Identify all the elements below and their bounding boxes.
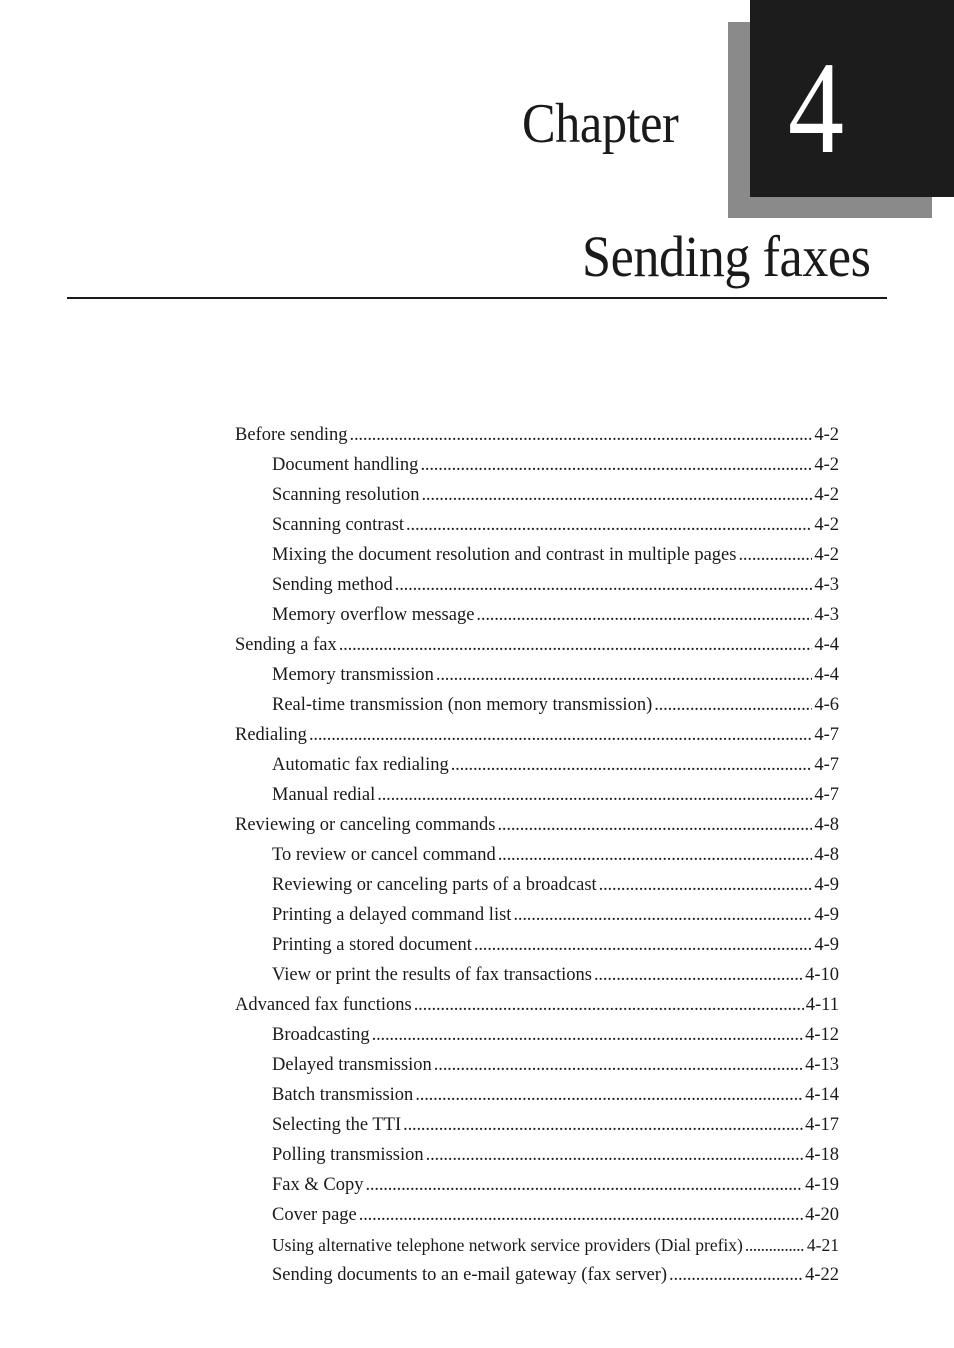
toc-entry-label: Document handling bbox=[272, 455, 419, 475]
toc-leader-dots bbox=[406, 510, 812, 540]
toc-entry-page: 4-2 bbox=[814, 545, 839, 565]
toc-entry-page: 4-14 bbox=[805, 1085, 839, 1105]
toc-leader-dots bbox=[365, 1170, 803, 1200]
toc-leader-dots bbox=[745, 1230, 805, 1260]
toc-entry[interactable] bbox=[235, 960, 839, 990]
toc-leader-dots bbox=[474, 930, 812, 960]
toc-leader-dots bbox=[420, 450, 812, 480]
toc-leader-dots bbox=[415, 1080, 803, 1110]
toc-entry-label: Printing a delayed command list bbox=[272, 905, 512, 925]
toc-entry[interactable] bbox=[235, 690, 839, 720]
toc-entry-page: 4-4 bbox=[814, 635, 839, 655]
toc-entry[interactable] bbox=[235, 1080, 839, 1110]
toc-entry[interactable] bbox=[235, 1020, 839, 1050]
toc-entry[interactable] bbox=[235, 1050, 839, 1080]
toc-leader-dots bbox=[498, 840, 813, 870]
toc-entry-label: Reviewing or canceling parts of a broadcast bbox=[272, 875, 597, 895]
toc-leader-dots bbox=[599, 870, 813, 900]
toc-leader-dots bbox=[395, 570, 813, 600]
toc-leader-dots bbox=[451, 750, 813, 780]
toc-entry-label: Sending a fax bbox=[235, 635, 337, 655]
toc-entry-label: Batch transmission bbox=[272, 1085, 414, 1105]
toc-entry[interactable] bbox=[235, 660, 839, 690]
toc-entry[interactable] bbox=[235, 570, 839, 600]
toc-entry-page: 4-13 bbox=[805, 1055, 839, 1075]
toc-entry-page: 4-9 bbox=[814, 905, 839, 925]
toc-entry[interactable] bbox=[235, 1200, 839, 1230]
toc-entry[interactable] bbox=[235, 750, 839, 780]
toc-entry-page: 4-9 bbox=[814, 935, 839, 955]
toc-entry-page: 4-18 bbox=[805, 1145, 839, 1165]
toc-entry[interactable] bbox=[235, 1230, 839, 1260]
toc-entry-label: Advanced fax functions bbox=[235, 995, 412, 1015]
toc-entry[interactable] bbox=[235, 450, 839, 480]
toc-entry[interactable] bbox=[235, 600, 839, 630]
toc-entry-page: 4-7 bbox=[814, 725, 839, 745]
toc-entry[interactable] bbox=[235, 810, 839, 840]
toc-leader-dots bbox=[339, 630, 813, 660]
toc-entry-page: 4-10 bbox=[805, 965, 839, 985]
toc-entry-page: 4-7 bbox=[814, 785, 839, 805]
toc-entry-label: Automatic fax redialing bbox=[272, 755, 449, 775]
toc-entry[interactable] bbox=[235, 990, 839, 1020]
toc-entry[interactable] bbox=[235, 720, 839, 750]
toc-leader-dots bbox=[654, 690, 812, 720]
toc-entry-label: Mixing the document resolution and contrast in multiple pages bbox=[272, 545, 737, 565]
toc-entry[interactable] bbox=[235, 510, 839, 540]
chapter-number-box bbox=[750, 0, 954, 197]
toc-leader-dots bbox=[350, 420, 813, 450]
toc-entry-page: 4-2 bbox=[814, 455, 839, 475]
toc-entry-label: Scanning contrast bbox=[272, 515, 405, 535]
toc-leader-dots bbox=[414, 990, 804, 1020]
table-of-contents bbox=[235, 420, 839, 1290]
toc-entry-page: 4-17 bbox=[805, 1115, 839, 1135]
toc-entry-label: Manual redial bbox=[272, 785, 376, 805]
toc-entry-label: Using alternative telephone network service providers (Dial prefix) bbox=[272, 1235, 743, 1255]
toc-entry[interactable] bbox=[235, 540, 839, 570]
toc-entry-label: View or print the results of fax transactions bbox=[272, 965, 592, 985]
toc-entry-label: Delayed transmission bbox=[272, 1055, 432, 1075]
toc-entry-label: Before sending bbox=[235, 425, 348, 445]
toc-leader-dots bbox=[476, 600, 812, 630]
toc-entry[interactable] bbox=[235, 900, 839, 930]
toc-entry-page: 4-2 bbox=[814, 425, 839, 445]
toc-entry-page: 4-20 bbox=[805, 1205, 839, 1225]
toc-entry-page: 4-3 bbox=[814, 605, 839, 625]
toc-entry[interactable] bbox=[235, 1140, 839, 1170]
toc-entry[interactable] bbox=[235, 420, 839, 450]
toc-leader-dots bbox=[669, 1260, 803, 1290]
toc-entry-label: Printing a stored document bbox=[272, 935, 472, 955]
toc-entry[interactable] bbox=[235, 1110, 839, 1140]
toc-entry-page: 4-9 bbox=[814, 875, 839, 895]
toc-entry[interactable] bbox=[235, 930, 839, 960]
toc-entry-label: Fax & Copy bbox=[272, 1175, 364, 1195]
toc-entry-page: 4-21 bbox=[806, 1235, 839, 1255]
toc-entry-page: 4-3 bbox=[814, 575, 839, 595]
toc-entry-page: 4-6 bbox=[814, 695, 839, 715]
toc-entry[interactable] bbox=[235, 1170, 839, 1200]
toc-entry-page: 4-12 bbox=[805, 1025, 839, 1045]
toc-entry-page: 4-8 bbox=[814, 845, 839, 865]
chapter-title: Sending faxes bbox=[581, 224, 870, 289]
toc-entry-label: Memory overflow message bbox=[272, 605, 475, 625]
toc-entry-label: Sending method bbox=[272, 575, 393, 595]
toc-entry-label: Memory transmission bbox=[272, 665, 434, 685]
toc-entry[interactable] bbox=[235, 1260, 839, 1290]
toc-entry-label: Cover page bbox=[272, 1205, 357, 1225]
toc-leader-dots bbox=[403, 1110, 803, 1140]
toc-entry-page: 4-4 bbox=[814, 665, 839, 685]
toc-leader-dots bbox=[436, 660, 812, 690]
chapter-number: 4 bbox=[787, 34, 845, 181]
toc-entry-label: Polling transmission bbox=[272, 1145, 424, 1165]
title-divider bbox=[67, 297, 887, 299]
toc-entry-label: Sending documents to an e-mail gateway (fax server) bbox=[272, 1265, 668, 1285]
toc-leader-dots bbox=[421, 480, 812, 510]
toc-entry-page: 4-2 bbox=[814, 485, 839, 505]
toc-leader-dots bbox=[309, 720, 812, 750]
toc-entry[interactable] bbox=[235, 480, 839, 510]
toc-entry-label: Reviewing or canceling commands bbox=[235, 815, 496, 835]
toc-entry-label: Redialing bbox=[235, 725, 307, 745]
toc-entry-label: Broadcasting bbox=[272, 1025, 370, 1045]
toc-leader-dots bbox=[426, 1140, 803, 1170]
toc-leader-dots bbox=[377, 780, 812, 810]
toc-entry[interactable] bbox=[235, 630, 839, 660]
toc-entry-label: Scanning resolution bbox=[272, 485, 420, 505]
toc-entry-page: 4-22 bbox=[805, 1265, 839, 1285]
toc-entry-label: Real-time transmission (non memory transmission) bbox=[272, 695, 653, 715]
toc-entry-page: 4-11 bbox=[805, 995, 839, 1015]
toc-entry-label: Selecting the TTI bbox=[272, 1115, 402, 1135]
toc-entry[interactable] bbox=[235, 840, 839, 870]
toc-leader-dots bbox=[359, 1200, 803, 1230]
toc-leader-dots bbox=[497, 810, 812, 840]
toc-leader-dots bbox=[372, 1020, 803, 1050]
toc-leader-dots bbox=[738, 540, 812, 570]
toc-entry[interactable] bbox=[235, 780, 839, 810]
chapter-label: Chapter bbox=[522, 93, 679, 155]
toc-entry-page: 4-19 bbox=[805, 1175, 839, 1195]
toc-entry-page: 4-7 bbox=[814, 755, 839, 775]
toc-entry-page: 4-2 bbox=[814, 515, 839, 535]
toc-leader-dots bbox=[594, 960, 803, 990]
toc-entry-label: To review or cancel command bbox=[272, 845, 496, 865]
toc-leader-dots bbox=[434, 1050, 803, 1080]
toc-leader-dots bbox=[513, 900, 812, 930]
toc-entry[interactable] bbox=[235, 870, 839, 900]
toc-entry-page: 4-8 bbox=[814, 815, 839, 835]
